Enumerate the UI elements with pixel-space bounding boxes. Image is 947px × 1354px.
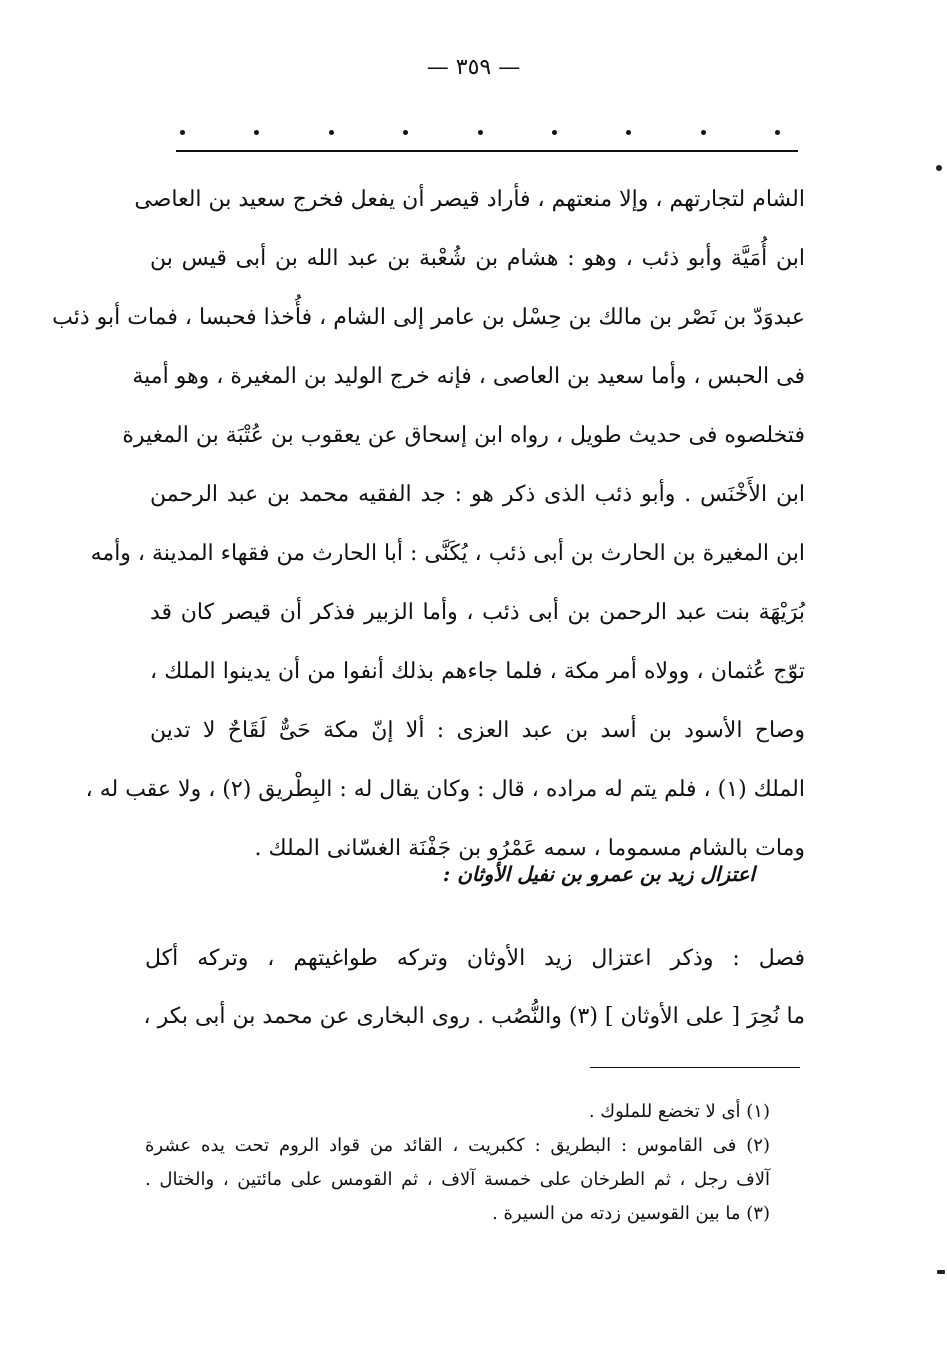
text-line: فصل : وذكر اعتزال زيد الأوثان وتركه طواغيتهم ، وتركه أكل <box>145 946 805 971</box>
text-line: ابن المغيرة بن الحارث بن أبى ذئب ، يُكَنَّى : أبا الحارث من فقهاء المدينة ، وأمه <box>90 541 805 566</box>
ornament-dot <box>403 130 408 135</box>
text-line: فى الحبس ، وأما سعيد بن العاصى ، فإنه خرج الوليد بن المغيرة ، وهو أمية <box>132 364 805 389</box>
text-line: وصاح الأسود بن أسد بن عبد العزى : ألا إنّ مكة حَىٌّ لَقَاحٌ لا تدين <box>150 718 805 743</box>
footnote-rule <box>590 1067 800 1068</box>
footnote-2-continued: آلاف رجل ، ثم الطرخان على خمسة آلاف ، ثم القومس على مائتين ، والختال . <box>145 1169 770 1190</box>
footnote-3: (٣) ما بين القوسين زدته من السيرة . <box>492 1203 770 1224</box>
text-line: الملك (١) ، فلم يتم له مراده ، قال : وكان يقال له : البِطْريق (٢) ، ولا عقب له ، <box>85 777 805 802</box>
margin-speck <box>937 1270 945 1274</box>
header-ornament <box>180 122 780 142</box>
text-line: ابن أُمَيَّة وأبو ذئب ، وهو : هشام بن شُعْبة بن عبد الله بن أبى قيس بن <box>150 246 805 271</box>
ornament-dot <box>701 130 706 135</box>
margin-speck <box>936 165 942 171</box>
section-heading: اعتزال زيد بن عمرو بن نفيل الأوثان : <box>442 862 755 886</box>
ornament-dot <box>775 130 780 135</box>
ornament-dot <box>329 130 334 135</box>
ornament-dot <box>254 130 259 135</box>
main-text-block <box>52 170 805 878</box>
page-number: — ٣٥٩ — <box>426 55 521 80</box>
section-text-block <box>145 930 805 1046</box>
footnote-1: (١) أى لا تخضع للملوك . <box>588 1101 770 1122</box>
ornament-dot <box>552 130 557 135</box>
footnotes-block <box>145 1095 770 1231</box>
text-line: ما نُحِرَ [ على الأوثان ] (٣) والنُّصُب . روى البخارى عن محمد بن أبى بكر ، <box>143 1004 805 1029</box>
header-rule <box>176 150 798 152</box>
text-line: توّج عُثمان ، وولاه أمر مكة ، فلما جاءهم بذلك أنفوا من أن يدينوا الملك ، <box>150 659 805 684</box>
text-line: بُرَيْهَة بنت عبد الرحمن بن أبى ذئب ، وأما الزبير فذكر أن قيصر كان قد <box>150 600 805 625</box>
text-line: ابن الأَخْنَس . وأبو ذئب الذى ذكر هو : جد الفقيه محمد بن عبد الرحمن <box>150 482 805 507</box>
ornament-dot <box>626 130 631 135</box>
ornament-dot <box>180 130 185 135</box>
text-line: الشام لتجارتهم ، وإلا منعتهم ، فأراد قيصر أن يفعل فخرج سعيد بن العاصى <box>134 187 805 212</box>
text-line-last: ومات بالشام مسموما ، سمه عَمْرُو بن جَفْنَة الغسّانى الملك . <box>254 836 805 861</box>
text-line: عبدوَدّ بن نَصْر بن مالك بن حِسْل بن عامر إلى الشام ، فأُخذا فحبسا ، فمات أبو ذئب <box>52 305 805 330</box>
text-line: فتخلصوه فى حديث طويل ، رواه ابن إسحاق عن يعقوب بن عُتْبَة بن المغيرة <box>122 423 805 448</box>
ornament-dot <box>478 130 483 135</box>
footnote-2: (٢) فى القاموس : البطريق : ككبريت ، القائد من قواد الروم تحت يده عشرة <box>145 1135 770 1156</box>
